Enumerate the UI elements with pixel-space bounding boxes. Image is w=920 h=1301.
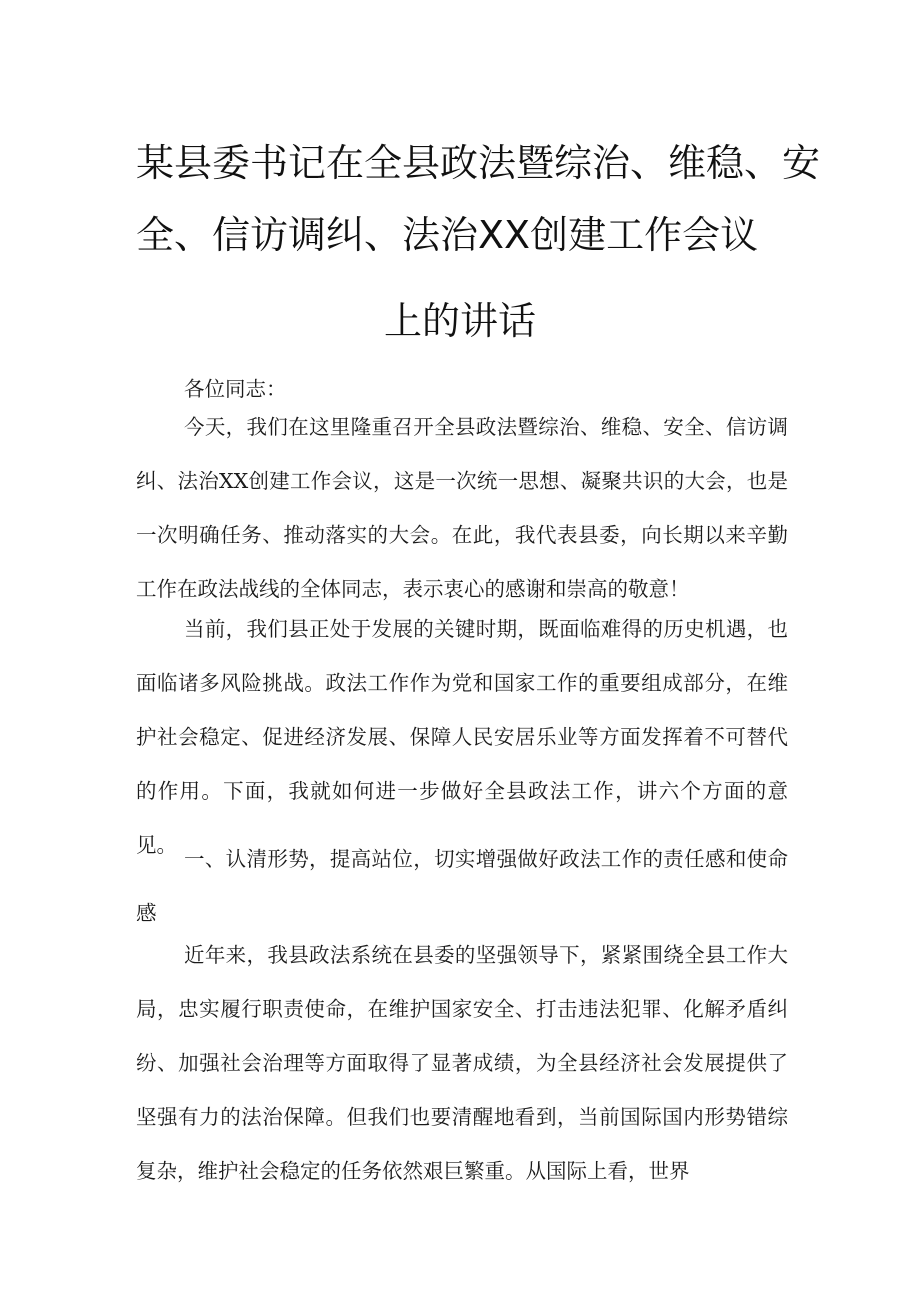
document-title-line-3: 上的讲话 (383, 299, 536, 343)
paragraph-3: 近年来，我县政法系统在县委的坚强领导下，紧紧围绕全县工作大局，忠实履行职责使命，在维护国家安全、打击违法犯罪、化解矛盾纠纷、加强社会治理等方面取得了显著成绩，为全县经济社会发展提供了坚强有力的法治保障。但我们也要清醒地看到，当前国际国内形势错综复杂，维护社会稳定的任务依然艰巨繁重。从国际上看，世界 (136, 943, 788, 1183)
salutation: 各位同志： (184, 377, 287, 401)
document-title-line-1: 某县委书记在全县政法暨综治、维稳、安 (136, 141, 821, 185)
document-title-line-2: 全、信访调纠、法治XX创建工作会议 (136, 213, 759, 257)
paragraph-2: 当前，我们县正处于发展的关键时期，既面临难得的历史机遇，也面临诸多风险挑战。政法工作作为党和国家工作的重要组成部分，在维护社会稳定、促进经济发展、保障人民安居乐业等方面发挥着不可替代的作用。下面，我就如何进一步做好全县政法工作，讲六个方面的意见。 (136, 617, 788, 857)
section-heading-1: 一、认清形势，提高站位，切实增强做好政法工作的责任感和使命感 (136, 847, 788, 925)
paragraph-1: 今天，我们在这里隆重召开全县政法暨综治、维稳、安全、信访调纠、法治XX创建工作会议，这是一次统一思想、凝聚共识的大会，也是一次明确任务、推动落实的大会。在此，我代表县委，向长期以来辛勤工作在政法战线的全体同志，表示衷心的感谢和崇高的敬意！ (136, 415, 788, 601)
